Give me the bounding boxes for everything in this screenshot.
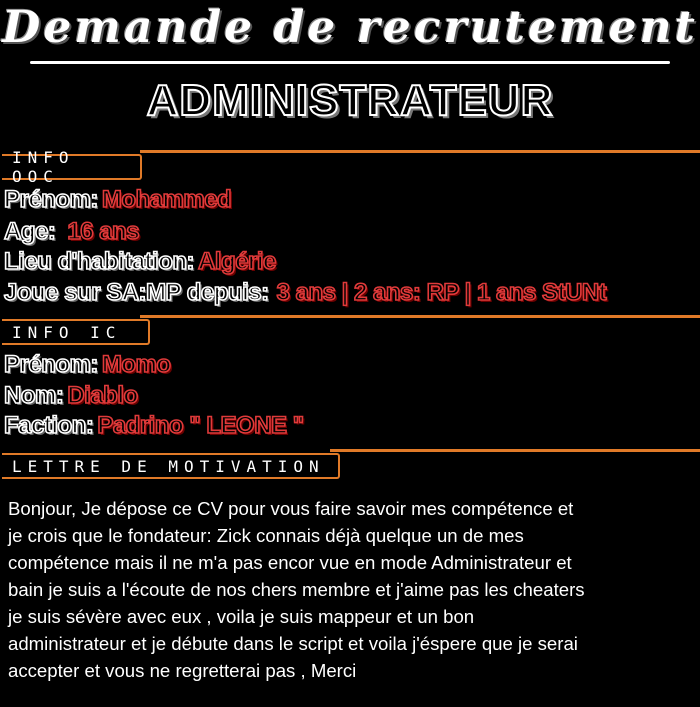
motivation-line: Bonjour, Je dépose ce CV pour vous faire savoir mes compétence et [8, 498, 574, 519]
motivation-line: compétence mais il ne m'a pas encor vue en mode Administrateur et [8, 552, 572, 573]
field-value: Algérie [198, 248, 276, 275]
field-label: Prénom: [4, 186, 98, 213]
title-underline [30, 61, 670, 64]
field-value: Mohammed [101, 186, 232, 213]
field-label: Lieu d'habitation: [4, 248, 195, 275]
section-header-motivation [0, 453, 700, 481]
motivation-line: bain je suis a l'écoute de nos chers membre et j'aime pas les cheaters [8, 579, 585, 600]
field-ooc-joue [4, 279, 606, 307]
motivation-text [8, 495, 694, 684]
field-ic-faction [4, 412, 304, 440]
field-label: Nom: [4, 382, 64, 409]
section-divider [330, 449, 700, 452]
field-value: 16 ans [67, 218, 140, 245]
field-ic-nom [4, 382, 138, 410]
section-label-ooc: INFO OOC [2, 154, 142, 180]
field-label: Faction: [4, 412, 94, 439]
field-ic-prenom [4, 351, 171, 379]
field-label: Prénom: [4, 351, 98, 378]
section-divider [140, 315, 700, 318]
motivation-line: accepter et vous ne regretterai pas , Merci [8, 660, 357, 681]
field-label: Joue sur SA:MP depuis: [4, 279, 269, 306]
section-header-ooc [0, 148, 700, 186]
field-ooc-prenom [4, 186, 231, 214]
section-label-ic: INFO IC [2, 319, 150, 345]
page-title: Demande de recrutement [2, 2, 698, 53]
section-divider [140, 150, 700, 153]
field-value: Momo [101, 351, 171, 378]
field-ooc-lieu [4, 248, 276, 276]
field-label: Age: [4, 218, 56, 245]
page-subtitle: ADMINISTRATEUR [146, 76, 554, 125]
section-label-motivation: LETTRE DE MOTIVATION [2, 453, 340, 479]
field-value: Diablo [67, 382, 138, 409]
field-value: 3 ans | 2 ans: RP | 1 ans StUNt [276, 279, 607, 306]
motivation-line: je suis sévère avec eux , voila je suis mappeur et un bon [8, 606, 475, 627]
motivation-line: administrateur et je débute dans le script et voila j'éspere que je serai [8, 633, 578, 654]
field-ooc-age [4, 218, 139, 246]
motivation-line: je crois que le fondateur: Zick connais déjà quelque un de mes [8, 525, 524, 546]
field-value: Padrino " LEONE " [97, 412, 304, 439]
section-header-ic [0, 319, 700, 347]
